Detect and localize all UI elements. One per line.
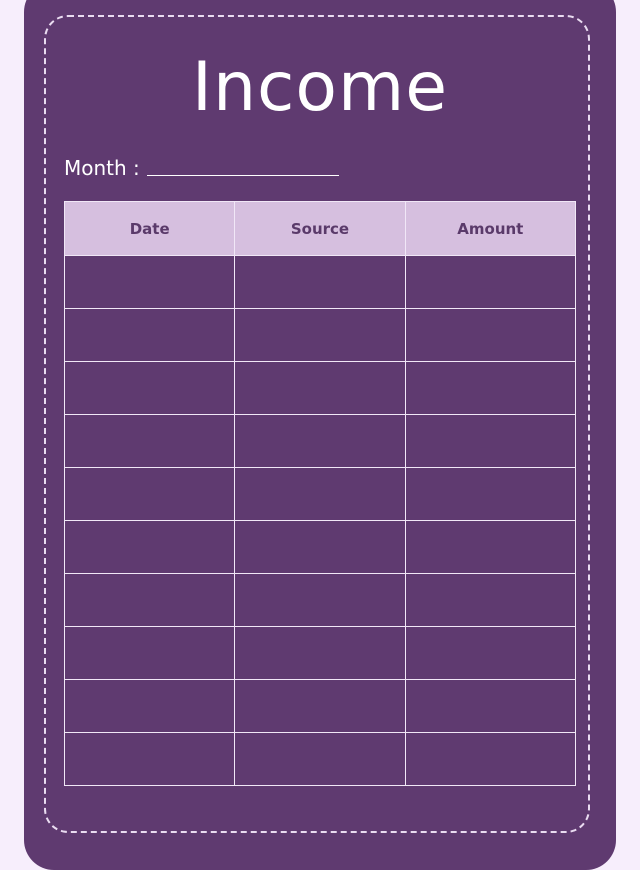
- month-label: Month :: [64, 156, 140, 180]
- month-input-line[interactable]: [147, 175, 339, 176]
- column-header-amount: Amount: [405, 202, 575, 256]
- income-table: [64, 201, 576, 786]
- date-cell[interactable]: [65, 733, 235, 786]
- date-cell[interactable]: [65, 627, 235, 680]
- table-row: [65, 733, 576, 786]
- month-field-row: [64, 154, 339, 180]
- column-header-date: Date: [65, 202, 235, 256]
- amount-cell[interactable]: [405, 309, 575, 362]
- date-cell[interactable]: [65, 521, 235, 574]
- table-row: [65, 574, 576, 627]
- table-row: [65, 627, 576, 680]
- date-cell[interactable]: [65, 468, 235, 521]
- source-cell[interactable]: [235, 733, 405, 786]
- source-cell[interactable]: [235, 362, 405, 415]
- column-header-source: Source: [235, 202, 405, 256]
- table-row: [65, 680, 576, 733]
- source-cell[interactable]: [235, 680, 405, 733]
- date-cell[interactable]: [65, 680, 235, 733]
- amount-cell[interactable]: [405, 468, 575, 521]
- source-cell[interactable]: [235, 574, 405, 627]
- amount-cell[interactable]: [405, 574, 575, 627]
- amount-cell[interactable]: [405, 256, 575, 309]
- table-row: [65, 468, 576, 521]
- amount-cell[interactable]: [405, 733, 575, 786]
- source-cell[interactable]: [235, 627, 405, 680]
- date-cell[interactable]: [65, 362, 235, 415]
- table-row: [65, 256, 576, 309]
- table-row: [65, 362, 576, 415]
- source-cell[interactable]: [235, 468, 405, 521]
- date-cell[interactable]: [65, 309, 235, 362]
- table-header-row: [65, 202, 576, 256]
- page-title: Income: [191, 48, 449, 127]
- date-cell[interactable]: [65, 256, 235, 309]
- table-row: [65, 309, 576, 362]
- source-cell[interactable]: [235, 309, 405, 362]
- amount-cell[interactable]: [405, 521, 575, 574]
- date-cell[interactable]: [65, 415, 235, 468]
- date-cell[interactable]: [65, 574, 235, 627]
- source-cell[interactable]: [235, 415, 405, 468]
- table-row: [65, 521, 576, 574]
- amount-cell[interactable]: [405, 362, 575, 415]
- source-cell[interactable]: [235, 256, 405, 309]
- amount-cell[interactable]: [405, 680, 575, 733]
- table-row: [65, 415, 576, 468]
- source-cell[interactable]: [235, 521, 405, 574]
- amount-cell[interactable]: [405, 415, 575, 468]
- amount-cell[interactable]: [405, 627, 575, 680]
